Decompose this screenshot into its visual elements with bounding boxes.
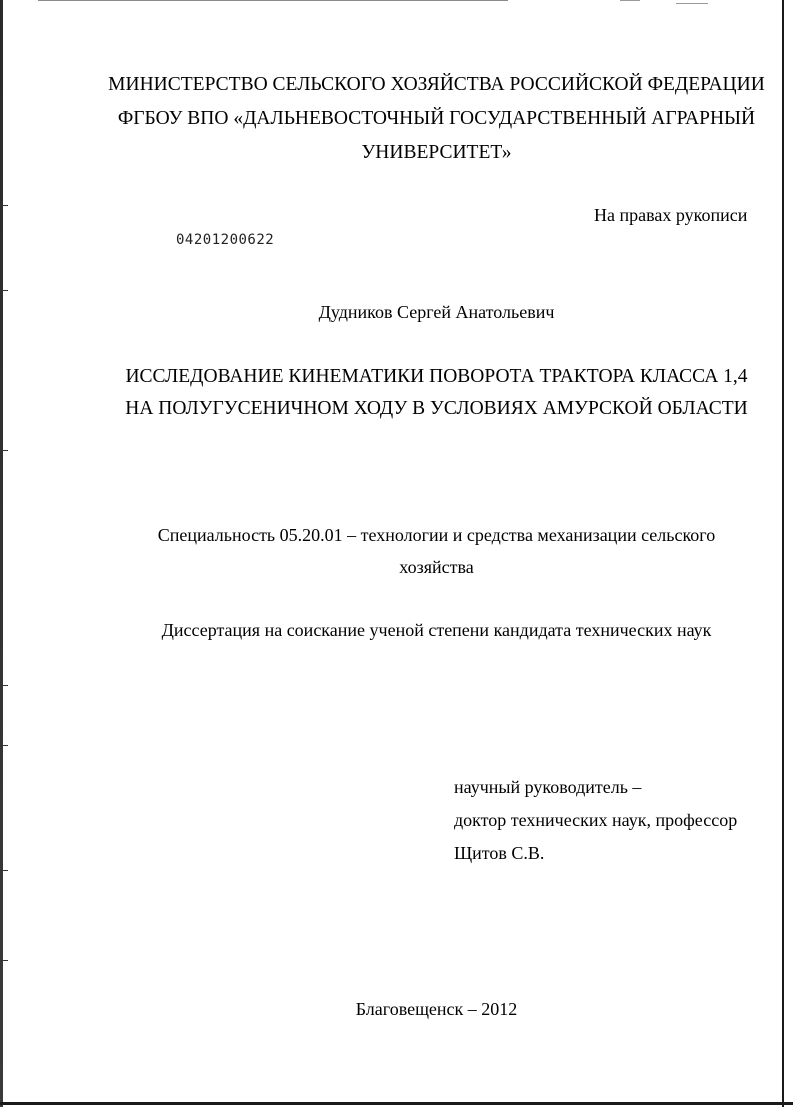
registration-number-stamp: 04201200622 [176,232,275,248]
scan-tick [0,870,8,871]
supervisor-role: научный руководитель – [454,777,642,797]
scan-left-edge [0,0,3,1107]
author-name: Дудников Сергей Анатольевич [318,302,555,322]
scan-tick [0,745,8,746]
scan-artifact-top-right [620,0,640,1]
scan-artifact-top-right-2 [676,3,708,4]
dissertation-title-line2: НА ПОЛУГУСЕНИЧНОМ ХОДУ В УСЛОВИЯХ АМУРСКОЙ ОБЛАСТИ [125,398,748,419]
scan-bottom-edge [0,1102,793,1105]
specialty-line2: хозяйства [399,557,474,577]
scan-tick [0,450,8,451]
university-heading-line1: ФГБОУ ВПО «ДАЛЬНЕВОСТОЧНЫЙ ГОСУДАРСТВЕННЫЙ АГРАРНЫЙ [117,108,756,129]
scan-tick [0,205,8,206]
scan-right-edge [782,0,784,1107]
university-heading-line2: УНИВЕРСИТЕТ» [361,142,512,163]
scan-tick [0,960,8,961]
scan-artifact-top [38,0,508,1]
manuscript-note: На правах рукописи [594,205,748,225]
specialty-line1: Специальность 05.20.01 – технологии и средства механизации сельского [157,525,716,545]
scan-tick [0,685,8,686]
ministry-heading: МИНИСТЕРСТВО СЕЛЬСКОГО ХОЗЯЙСТВА РОССИЙСКОЙ ФЕДЕРАЦИИ [108,74,765,95]
dissertation-title-line1: ИССЛЕДОВАНИЕ КИНЕМАТИКИ ПОВОРОТА ТРАКТОРА КЛАССА 1,4 [125,366,748,387]
city-year: Благовещенск – 2012 [355,999,518,1019]
supervisor-title: доктор технических наук, профессор [454,810,738,830]
supervisor-name: Щитов С.В. [454,843,545,863]
degree-statement: Диссертация на соискание ученой степени кандидата технических наук [161,620,712,640]
scan-tick [0,290,8,291]
